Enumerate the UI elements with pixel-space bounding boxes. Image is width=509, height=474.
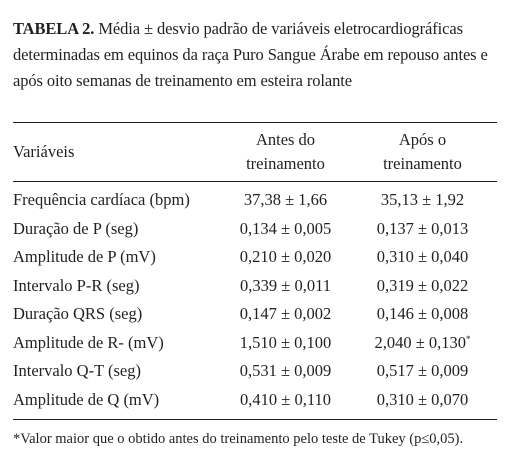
cell-after-value: 35,13 ± 1,92 <box>380 190 465 209</box>
cell-after <box>348 215 497 244</box>
cell-after <box>348 357 497 386</box>
table-row <box>13 300 497 329</box>
cell-after <box>348 300 497 329</box>
header-after-line2: treinamento <box>383 154 462 173</box>
table-row <box>13 386 497 415</box>
header-before-line1: Antes do <box>255 130 316 149</box>
cell-variable: Duração QRS (seg) <box>13 304 143 323</box>
table-row <box>13 329 497 358</box>
cell-before: 0,410 ± 0,110 <box>240 389 331 409</box>
cell-variable: Duração de P (seg) <box>13 218 139 238</box>
cell-variable: Intervalo Q-T (seg) <box>13 361 141 380</box>
cell-before: 0,210 ± 0,020 <box>239 247 332 266</box>
header-variable-label: Variáveis <box>13 142 75 161</box>
table-row <box>13 243 497 272</box>
cell-after-mark: * <box>466 333 471 344</box>
data-table <box>13 123 497 414</box>
cell-after <box>348 243 497 272</box>
cell-after-value: 0,310 ± 0,040 <box>376 247 469 266</box>
cell-before: 0,531 ± 0,009 <box>239 361 332 380</box>
cell-after-value: 0,310 ± 0,070 <box>376 389 469 409</box>
cell-after-value: 0,137 ± 0,013 <box>376 218 469 238</box>
cell-variable: Intervalo P-R (seg) <box>13 275 140 295</box>
table-body <box>13 182 497 415</box>
cell-after-value: 0,146 ± 0,008 <box>376 304 469 323</box>
header-after-line1: Após o <box>398 130 447 149</box>
cell-after <box>348 272 497 301</box>
table-row <box>13 272 497 301</box>
header-after <box>348 123 497 182</box>
header-variable <box>13 123 223 182</box>
cell-variable: Amplitude de Q (mV) <box>13 389 160 409</box>
table-figure <box>13 16 497 449</box>
cell-after-value: 0,517 ± 0,009 <box>376 361 469 380</box>
cell-before: 0,147 ± 0,002 <box>239 304 332 323</box>
cell-variable: Amplitude de P (mV) <box>13 247 156 266</box>
cell-variable: Amplitude de R- (mV) <box>13 332 164 352</box>
header-row <box>13 123 497 182</box>
header-before <box>223 123 348 182</box>
table-footnote: *Valor maior que o obtido antes do treinamento pelo teste de Tukey (p≤0,05). <box>13 431 464 447</box>
cell-before: 0,339 ± 0,011 <box>240 275 331 295</box>
cell-variable: Frequência cardíaca (bpm) <box>13 190 190 209</box>
cell-before: 0,134 ± 0,005 <box>239 218 332 238</box>
cell-after <box>348 182 497 215</box>
cell-after <box>348 329 497 358</box>
table-row <box>13 215 497 244</box>
caption-label: TABELA 2. <box>13 19 95 38</box>
cell-after-value: 2,040 ± 0,130 <box>374 332 467 352</box>
caption-text: Média ± desvio padrão de variáveis eletrocardiográficas determinadas em equinos da raça Puro Sangue Árabe em repouso antes e após oito semanas de treinamento em esteira rolante <box>13 19 488 90</box>
header-before-line2: treinamento <box>246 154 325 173</box>
table-row <box>13 357 497 386</box>
cell-before: 1,510 ± 0,100 <box>239 332 332 352</box>
cell-after <box>348 386 497 415</box>
table-caption <box>13 16 497 94</box>
cell-after-value: 0,319 ± 0,022 <box>376 275 469 295</box>
table-row <box>13 182 497 215</box>
table-header <box>13 123 497 182</box>
bottom-rule <box>13 419 497 420</box>
cell-before: 37,38 ± 1,66 <box>243 190 328 209</box>
